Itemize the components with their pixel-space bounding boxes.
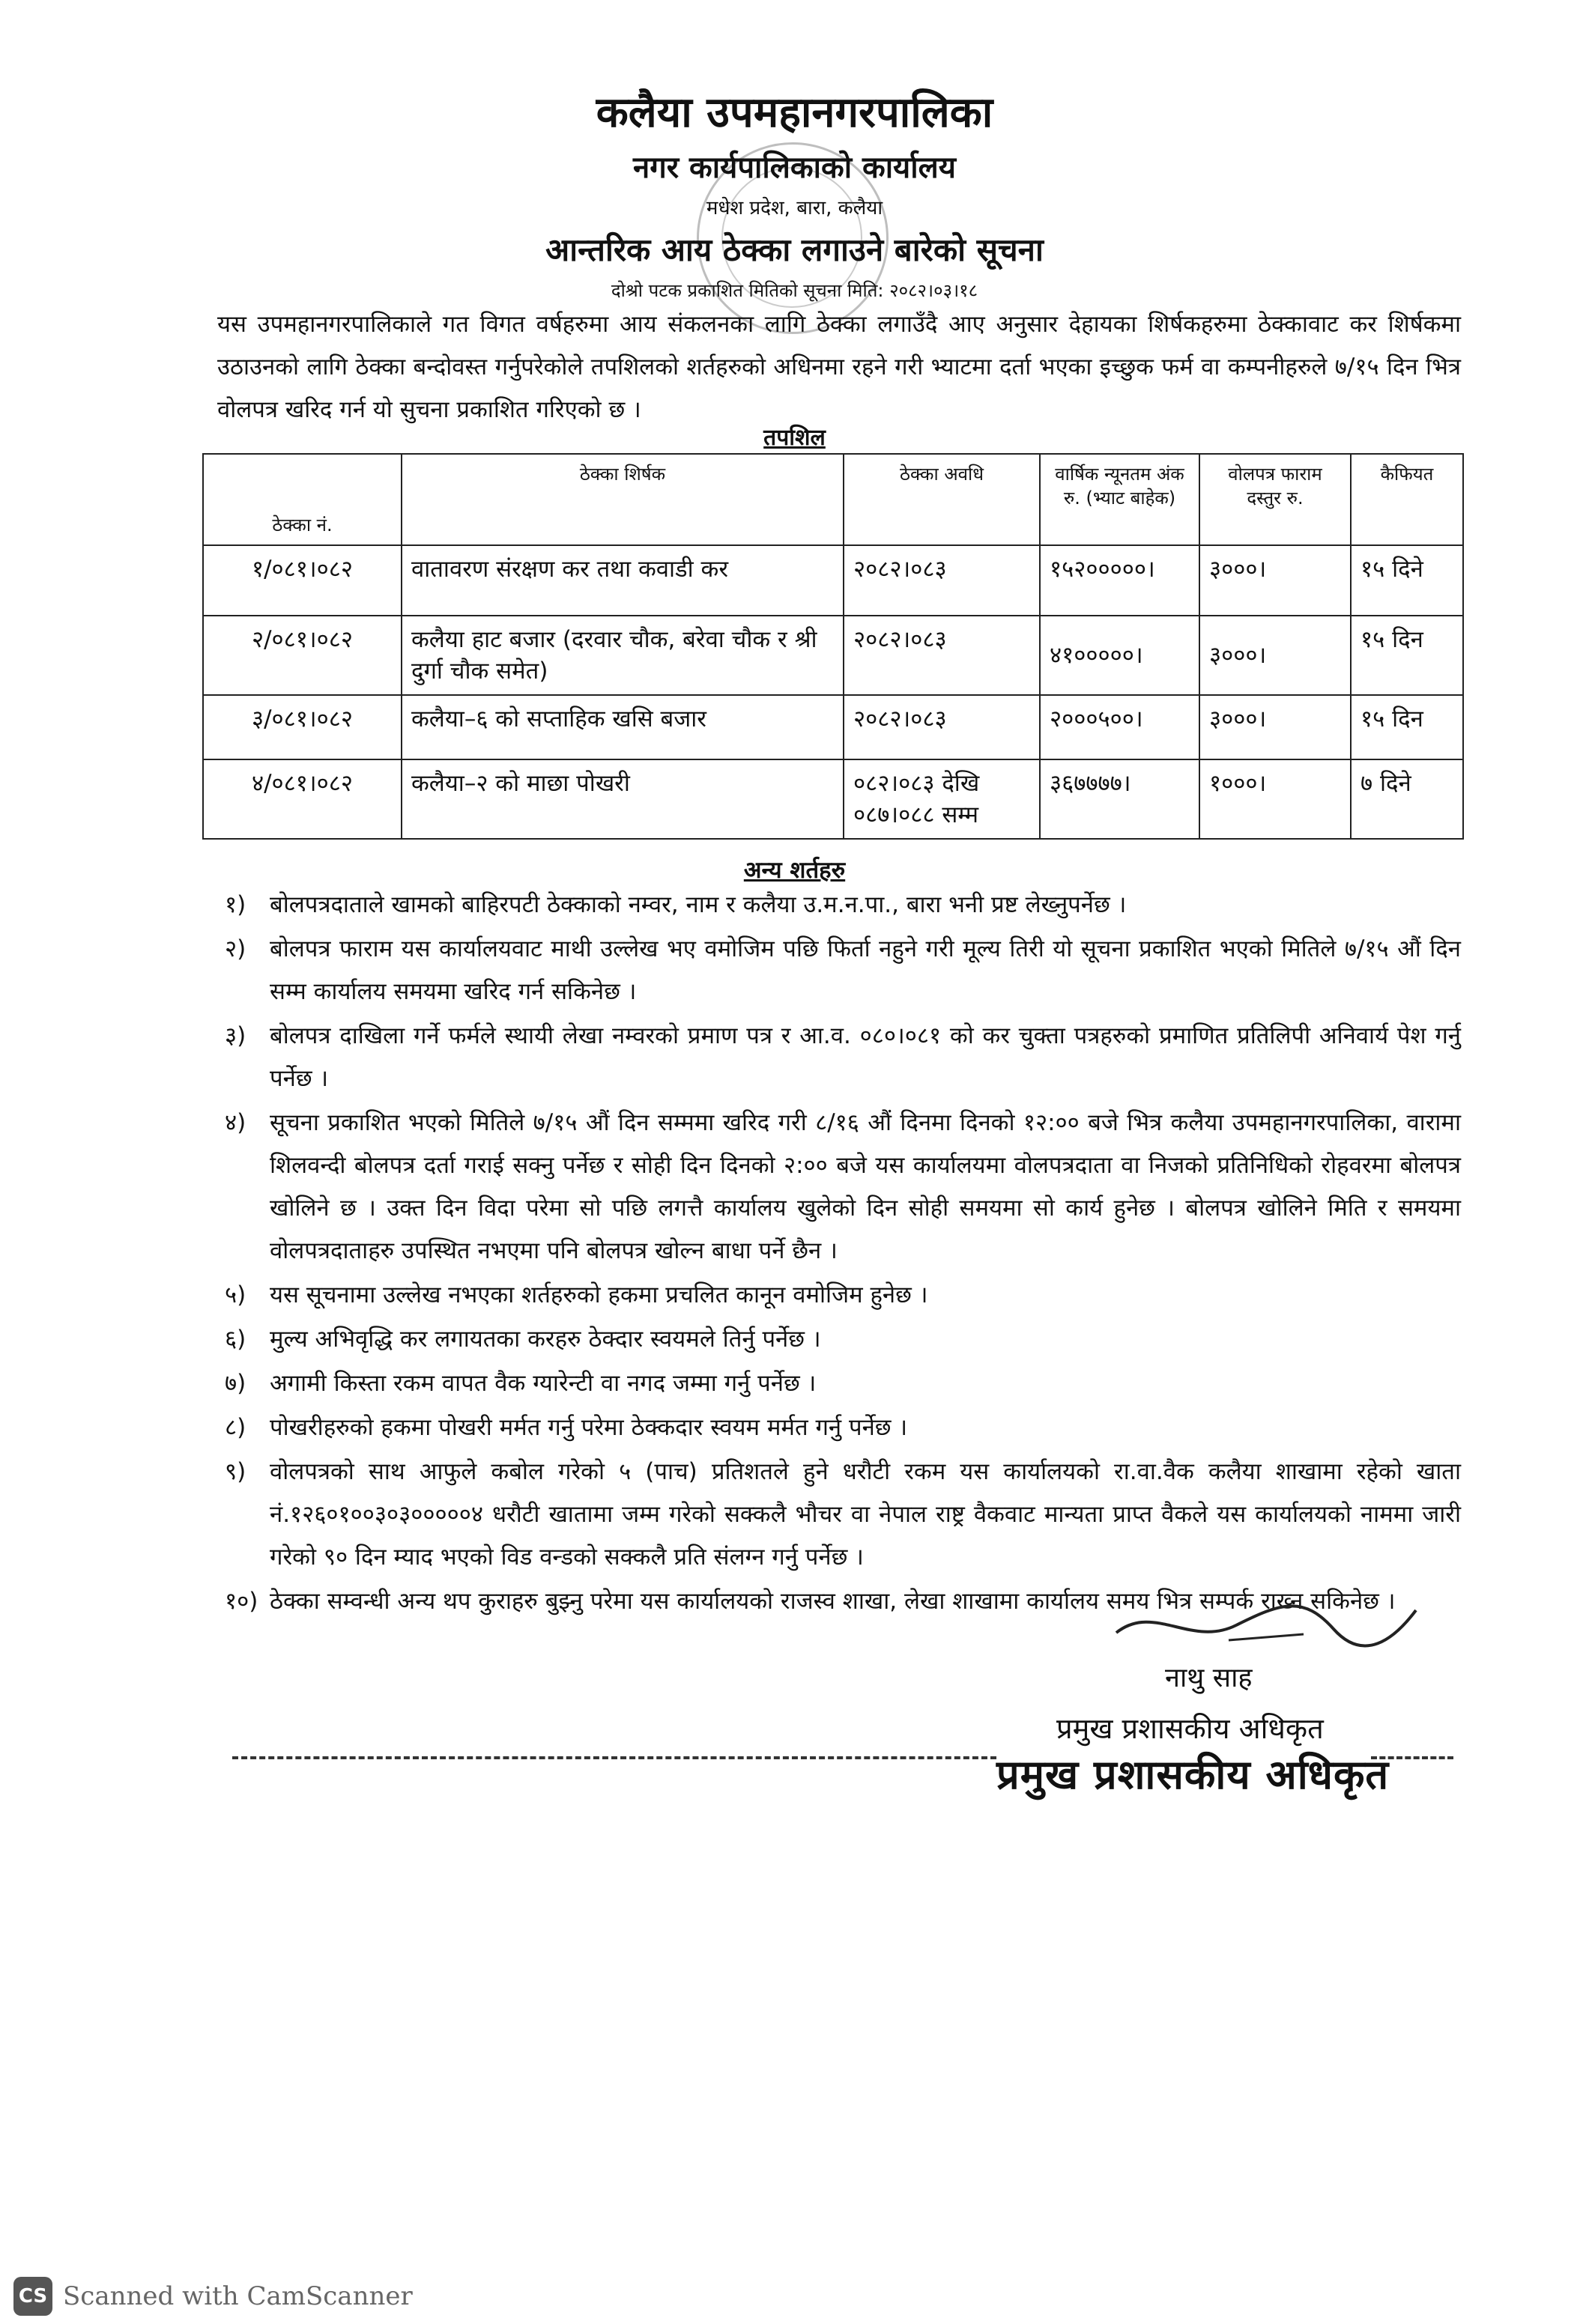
list-item xyxy=(225,1015,1461,1100)
table-row xyxy=(203,545,1463,616)
cell-fee: ३०००। xyxy=(1199,545,1351,616)
handwritten-signature xyxy=(1109,1588,1423,1655)
cell-title: कलैया हाट बजार (दरवार चौक, बरेवा चौक र श्री दुर्गा चौक समेत) xyxy=(402,616,844,695)
cell-period: ०८२।०८३ देखि ०८७।०८८ सम्म xyxy=(844,759,1040,839)
header-form-fee: वोलपत्र फाराम दस्तुर रु. xyxy=(1199,454,1351,545)
cell-amount: ३६७७७७। xyxy=(1040,759,1199,839)
term-number: ४) xyxy=(225,1109,246,1136)
term-text: पोखरीहरुको हकमा पोखरी मर्मत गर्नु परेमा ठेक्कदार स्वयम मर्मत गर्नु पर्नेछ । xyxy=(270,1414,908,1441)
other-terms-heading-text: अन्य शर्तहरु xyxy=(743,857,846,884)
cell-title: कलैया–६ को सप्ताहिक खसि बजार xyxy=(402,695,844,759)
header-title: ठेक्का शिर्षक xyxy=(402,454,844,545)
schedule-heading xyxy=(0,421,1589,452)
term-number: १०) xyxy=(225,1588,258,1615)
term-text: ठेक्का सम्वन्धी अन्य थप कुराहरु बुझ्नु परेमा यस कार्यालयको राजस्व शाखा, लेखा शाखामा कार्यालय समय भित्र सम्पर्क राख्न सकिनेछ । xyxy=(270,1588,1396,1615)
office-address: मधेश प्रदेश, बारा, कलैया xyxy=(706,197,883,219)
header-remarks: कैफियत xyxy=(1351,454,1463,545)
term-text: मुल्य अभिवृद्धि कर लगायतका करहरु ठेक्दार स्वयमले तिर्नु पर्नेछ । xyxy=(270,1326,821,1353)
cell-contract-no: २/०८१।०८२ xyxy=(203,616,402,695)
term-number: ६) xyxy=(225,1326,246,1353)
cell-period: २०८२।०८३ xyxy=(844,695,1040,759)
intro-paragraph: यस उपमहानगरपालिकाले गत विगत वर्षहरुमा आय संकलनका लागि ठेक्का लगाउँदै आए अनुसार देहायका शिर्षकहरुमा ठेक्कावाट कर शिर्षकमा उठाउनको लागि ठेक्का बन्दोवस्त गर्नुपरेकोले तपशिलको शर्तहरुको अधिनमा रहने गरी भ्याटमा दर्ता भएका इच्छुक फर्म वा कम्पनीहरुले ७/१५ दिन भित्र वोलपत्र खरिद गर्न यो सुचना प्रकाशित गरिएको छ । xyxy=(217,311,1461,423)
signer-designation: प्रमुख प्रशासकीय अधिकृत xyxy=(1056,1712,1324,1745)
term-number: ८) xyxy=(225,1414,246,1441)
term-text: वोलपत्रको साथ आफुले कबोल गरेको ५ (पाच) प्रतिशतले हुने धरौटी रकम यस कार्यालयको रा.वा.वैक कलैया शाखामा रहेको खाता नं.१२६०१००३०३०००००४ धरौटी खातामा जम्म गरेको सक्कलै भौचर वा नेपाल राष्ट्र वैकवाट मान्यता प्राप्त वैकले यस कार्यालयको नाममा जारी गरेको ९० दिन म्याद भएको विड वन्डको सक्कलै प्रति संलग्न गर्नु पर्नेछ । xyxy=(270,1458,1461,1571)
term-number: १) xyxy=(225,891,246,918)
term-number: ५) xyxy=(225,1281,246,1308)
dashed-divider xyxy=(232,1756,996,1759)
notice-title: आन्तरिक आय ठेक्का लगाउने बारेको सूचना xyxy=(545,231,1044,268)
cell-amount: १५२०००००। xyxy=(1040,545,1199,616)
notice-header xyxy=(0,82,1589,306)
tender-table xyxy=(202,453,1464,840)
schedule-heading-text: तपशिल xyxy=(763,425,826,451)
scanner-label: Scanned with CamScanner xyxy=(63,2281,413,2311)
header-period: ठेक्का अवधि xyxy=(844,454,1040,545)
list-item xyxy=(225,1318,1461,1361)
list-item xyxy=(225,1362,1461,1405)
term-number: ९) xyxy=(225,1458,246,1485)
cell-remark: १५ दिन xyxy=(1351,616,1463,695)
term-number: ७) xyxy=(225,1370,246,1397)
other-terms-heading xyxy=(0,854,1589,885)
cell-remark: १५ दिने xyxy=(1351,545,1463,616)
cell-remark: ७ दिने xyxy=(1351,759,1463,839)
table-row xyxy=(203,759,1463,839)
signer-name: नाथु साह xyxy=(1165,1663,1253,1693)
scanner-watermark xyxy=(13,2277,413,2316)
org-name: कलैया उपमहानगरपालिका xyxy=(596,88,993,137)
term-text: बोलपत्र फाराम यस कार्यालयवाट माथी उल्लेख भए वमोजिम पछि फिर्ता नहुने गरी मूल्य तिरी यो सूचना प्रकाशित भएको मितिले ७/१५ औं दिन सम्म कार्यालय समयमा खरिद गर्न सकिनेछ । xyxy=(270,935,1461,1005)
cell-contract-no: १/०८१।०८२ xyxy=(203,545,402,616)
publication-line: दोश्रो पटक प्रकाशित मितिको सूचना मिति: २०८२।०३।१८ xyxy=(611,280,978,301)
header-min-amount: वार्षिक न्यूनतम अंक रु. (भ्याट बाहेक) xyxy=(1040,454,1199,545)
header-contract-no: ठेक्का नं. xyxy=(203,454,402,545)
cell-contract-no: ३/०८१।०८२ xyxy=(203,695,402,759)
list-item xyxy=(225,928,1461,1013)
term-number: ३) xyxy=(225,1022,246,1049)
designation-stamp: प्रमुख प्रशासकीय अधिकृत xyxy=(996,1751,1390,1798)
list-item xyxy=(225,884,1461,926)
list-item xyxy=(225,1274,1461,1317)
list-item xyxy=(225,1102,1461,1272)
term-number: २) xyxy=(225,935,246,962)
cell-fee: ३०००। xyxy=(1199,616,1351,695)
terms-list xyxy=(225,884,1461,1624)
list-item xyxy=(225,1451,1461,1579)
cell-period: २०८२।०८३ xyxy=(844,545,1040,616)
cell-contract-no: ४/०८१।०८२ xyxy=(203,759,402,839)
table-header-row xyxy=(203,454,1463,545)
cell-fee: ३०००। xyxy=(1199,695,1351,759)
cell-title: कलैया–२ को माछा पोखरी xyxy=(402,759,844,839)
cell-amount: ४१०००००। xyxy=(1040,616,1199,695)
cell-remark: १५ दिन xyxy=(1351,695,1463,759)
table-row xyxy=(203,616,1463,695)
term-text: सूचना प्रकाशित भएको मितिले ७/१५ औं दिन सम्ममा खरिद गरी ८/१६ औं दिनमा दिनको १२:०० बजे भित्र कलैया उपमहानगरपालिका, वारामा शिलवन्दी बोलपत्र दर्ता गराई सक्नु पर्नेछ र सोही दिन दिनको २:०० बजे यस कार्यालयमा वोलपत्रदाता वा निजको प्रतिनिधिको रोहवरमा बोलपत्र खोलिने छ । उक्त दिन विदा परेमा सो पछि लगत्तै कार्यालय खुलेको दिन सोही समयमा सो कार्य हुनेछ । बोलपत्र खोलिने मिति र समयमा वोलपत्रदाताहरु उपस्थित नभएमा पनि बोलपत्र खोल्न बाधा पर्ने छैन । xyxy=(270,1109,1461,1264)
term-text: अगामी किस्ता रकम वापत वैक ग्यारेन्टी वा नगद जम्मा गर्नु पर्नेछ । xyxy=(270,1370,817,1397)
cell-period: २०८२।०८३ xyxy=(844,616,1040,695)
term-text: बोलपत्र दाखिला गर्ने फर्मले स्थायी लेखा नम्वरको प्रमाण पत्र र आ.व. ०८०।०८१ को कर चुक्ता पत्रहरुको प्रमाणित प्रतिलिपी अनिवार्य पेश गर्नु पर्नेछ । xyxy=(270,1022,1461,1092)
cell-amount: २०००५००। xyxy=(1040,695,1199,759)
term-text: बोलपत्रदाताले खामको बाहिरपटी ठेक्काको नम्वर, नाम र कलैया उ.म.न.पा., बारा भनी प्रष्ट लेख्नुपर्नेछ । xyxy=(270,891,1127,918)
table-row xyxy=(203,695,1463,759)
camscanner-logo-icon: CS xyxy=(13,2277,52,2316)
cell-title: वातावरण संरक्षण कर तथा कवाडी कर xyxy=(402,545,844,616)
office-name: नगर कार्यपालिकाको कार्यालय xyxy=(633,151,956,185)
cell-fee: १०००। xyxy=(1199,759,1351,839)
term-text: यस सूचनामा उल्लेख नभएका शर्तहरुको हकमा प्रचलित कानून वमोजिम हुनेछ । xyxy=(270,1281,928,1308)
list-item xyxy=(225,1407,1461,1449)
